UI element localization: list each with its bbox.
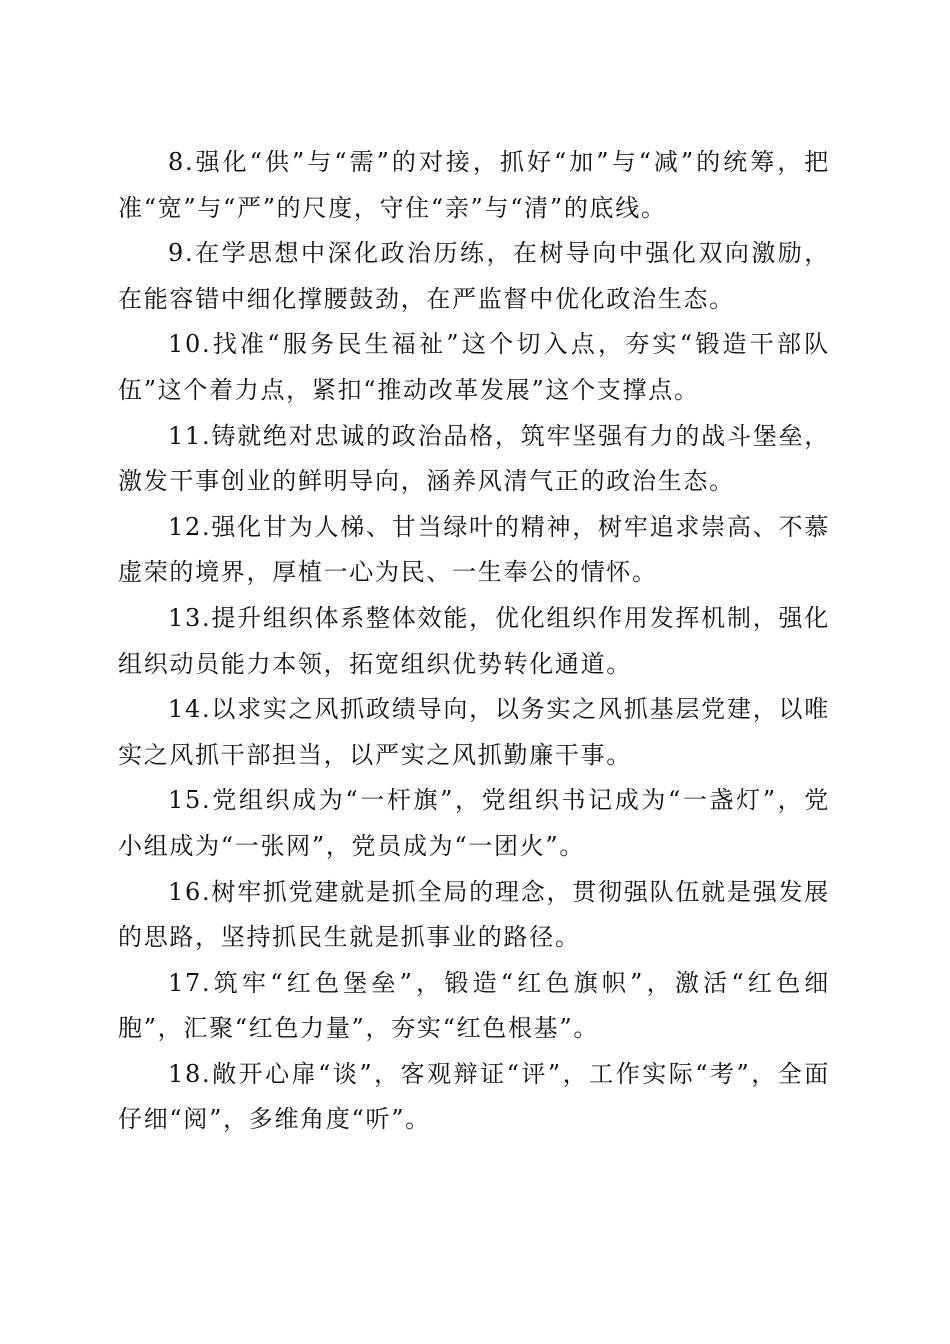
paragraph-9: 9.在学思想中深化政治历练，在树导向中强化双向激励，在能容错中细化撑腰鼓劲，在严监督中优化政治生态。 [118,239,830,313]
paragraph-16: 16.树牢抓党建就是抓全局的理念，贯彻强队伍就是强发展的思路，坚持抓民生就是抓事业的路径。 [118,877,830,952]
document-body [118,140,830,1143]
paragraph-18: 18.敞开心扉“谈”，客观辩证“评”，工作实际“考”，全面仔细“阅”，多维角度“听”。 [118,1059,830,1134]
paragraph-15: 15.党组织成为“一杆旗”，党组织书记成为“一盏灯”，党小组成为“一张网”，党员成为“一团火”。 [118,786,830,860]
paragraph-14: 14.以求实之风抓政绩导向，以务实之风抓基层党建，以唯实之风抓干部担当，以严实之风抓勤廉干事。 [118,695,830,769]
paragraph-8: 8.强化“供”与“需”的对接，抓好“加”与“减”的统筹，把准“宽”与“严”的尺度，守住“亲”与“清”的底线。 [118,148,830,222]
paragraph-10: 10.找准“服务民生福祉”这个切入点，夯实“锻造干部队伍”这个着力点，紧扣“推动改革发展”这个支撑点。 [118,330,830,404]
paragraph-12: 12.强化甘为人梯、甘当绿叶的精神，树牢追求崇高、不慕虚荣的境界，厚植一心为民、一生奉公的情怀。 [118,512,830,587]
paragraph-17: 17.筑牢“红色堡垒”，锻造“红色旗帜”，激活“红色细胞”，汇聚“红色力量”，夯实“红色根基”。 [118,968,830,1043]
paragraph-13: 13.提升组织体系整体效能，优化组织作用发挥机制，强化组织动员能力本领，拓宽组织优势转化通道。 [118,603,830,678]
paragraph-11: 11.铸就绝对忠诚的政治品格，筑牢坚强有力的战斗堡垒，激发干事创业的鲜明导向，涵养风清气正的政治生态。 [118,421,830,496]
